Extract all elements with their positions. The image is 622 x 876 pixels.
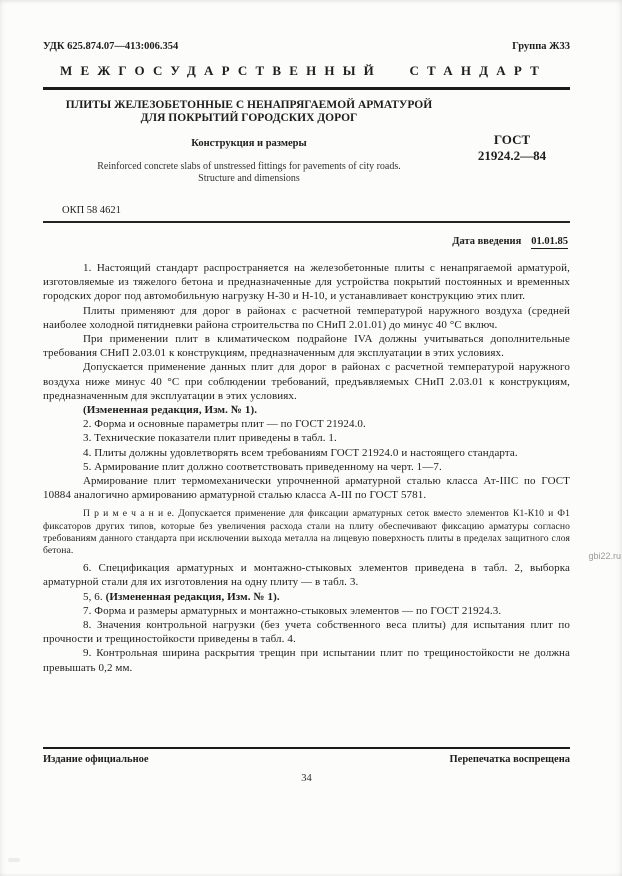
paragraph	[43, 646, 570, 674]
note-paragraph	[43, 508, 570, 557]
paragraph-text: 7. Форма и размеры арматурных и монтажно-стыковых элементов — по ГОСТ 21924.3.	[83, 604, 502, 617]
paragraph-text: 5. Армирование плит должно соответствовать приведенному на черт. 1—7.	[83, 460, 442, 473]
page-number: 34	[301, 773, 312, 784]
gost-label: ГОСТ	[493, 132, 531, 147]
english-title	[43, 161, 455, 185]
footer-divider	[43, 747, 570, 749]
paragraph	[43, 474, 570, 502]
document-subtitle: Конструкция и размеры	[191, 138, 307, 149]
document-title-line2: ДЛЯ ПОКРЫТИЙ ГОРОДСКИХ ДОРОГ	[140, 112, 358, 124]
english-title-line1: Reinforced concrete slabs of unstressed fittings for pavements of city roads.	[97, 161, 401, 172]
paragraph	[43, 417, 570, 431]
paragraph-text: П р и м е ч а н и е. Допускается применение для фиксации арматурных сеток вместо элементов К1-К10 и Ф1 фиксаторов других типов, которые без увеличения расхода стали на плиту обеспечивают фиксацию арматуры согласно требованиям данного стандарта при исключении выхода металла на лицевую поверхность плиты в пределах защитного слоя бетона.	[43, 508, 570, 557]
paragraph	[43, 590, 570, 604]
paragraph	[43, 261, 570, 304]
paragraph-text: 9. Контрольная ширина раскрытия трещин при испытании плит по трещиностойкости не должна превышать 0,2 мм.	[43, 647, 570, 674]
okp-divider	[43, 221, 570, 223]
body-text	[43, 261, 570, 675]
paragraph-text: Армирование плит термомеханически упрочненной арматурной сталью класса Ат-IIIC по ГОСТ 10884 аналогично армированию арматурной сталью класса А-III по ГОСТ 5781.	[43, 475, 570, 502]
paragraph	[43, 460, 570, 474]
scan-speck	[8, 858, 20, 862]
paragraph	[43, 446, 570, 460]
paragraph-text: 8. Значения контрольной нагрузки (без учета собственного веса плиты) для испытания плит по прочности и трещиностойкости приведены в табл. 4.	[43, 619, 570, 646]
introduction-date	[452, 236, 568, 247]
english-title-line2: Structure and dimensions	[198, 173, 300, 184]
paragraph-text: 2. Форма и основные параметры плит — по ГОСТ 21924.0.	[83, 418, 366, 431]
paragraph-text: При применении плит в климатическом подрайоне IVA должны учитываться дополнительные требования СНиП 2.03.01 к конструкциям, предназначенным для эксплуатации в этих условиях.	[43, 333, 570, 360]
gost-number: 21924.2—84	[477, 147, 547, 163]
introduction-date-value: 01.01.85	[531, 236, 568, 247]
paragraph	[43, 332, 570, 360]
document-title-line1: ПЛИТЫ ЖЕЛЕЗОБЕТОННЫЕ С НЕНАПРЯГАЕМОЙ АРМАТУРОЙ	[65, 99, 433, 111]
paragraph-text: Допускается применение данных плит для дорог в районах с расчетной температурой наружного воздуха ниже минус 40 °С при соблюдении требований, предъявляемых СНиП 2.03.01 к конструкциям, предназначенным для эксплуатации в этих условиях.	[43, 361, 570, 402]
document-title	[43, 99, 455, 125]
paragraph-text: Плиты применяют для дорог в районах с расчетной температурой наружного воздуха (средней наиболее холодной пятидневки района строительства по СНиП 2.01.01) до минус 40 °С включ.	[43, 304, 570, 331]
paragraph-text: 6. Спецификация арматурных и монтажно-стыковых элементов приведена в табл. 2, выборка арматурной стали для их изготовления на одну плиту — в табл. 3.	[43, 562, 570, 589]
amended-edition-note: (Измененная редакция, Изм. № 1).	[83, 404, 258, 417]
footer-row	[43, 754, 570, 765]
paragraph	[43, 618, 570, 646]
paragraph-text: 1. Настоящий стандарт распространяется на железобетонные плиты с ненапрягаемой арматурой, изготовляемые из тяжелого бетона и предназначенные для устройства покрытий постоянных и временных городских дорог под автомобильную нагрузку Н-30 и Н-10, и устанавливает конструкцию этих плит.	[43, 262, 570, 303]
gost-number-block	[458, 132, 566, 163]
official-edition-note: Издание официальное	[43, 754, 149, 765]
paragraph	[43, 360, 570, 403]
okp-code: ОКП 58 4621	[62, 205, 121, 216]
standard-kind-heading: МЕЖГОСУДАРСТВЕННЫЙ СТАНДАРТ	[60, 63, 548, 78]
paragraph-text: 5, 6.	[83, 590, 106, 603]
watermark: gbi22.ru	[588, 551, 621, 561]
paragraph	[43, 561, 570, 589]
udk-code: УДК 625.874.07—413:006.354	[43, 41, 179, 52]
introduction-date-label: Дата введения	[452, 236, 522, 247]
classification-row	[43, 41, 570, 52]
header-divider	[43, 87, 570, 90]
amended-edition-note: (Измененная редакция, Изм. № 1).	[105, 590, 280, 603]
paragraph-text: 4. Плиты должны удовлетворять всем требованиям ГОСТ 21924.0 и настоящего стандарта.	[83, 446, 518, 459]
paragraph	[43, 431, 570, 445]
paragraph	[43, 304, 570, 332]
paragraph-text: 3. Технические показатели плит приведены в табл. 1.	[83, 432, 337, 445]
paragraph	[43, 604, 570, 618]
reprint-prohibited-note: Перепечатка воспрещена	[449, 754, 570, 765]
group-code: Группа Ж33	[512, 41, 570, 52]
paragraph	[43, 403, 570, 417]
